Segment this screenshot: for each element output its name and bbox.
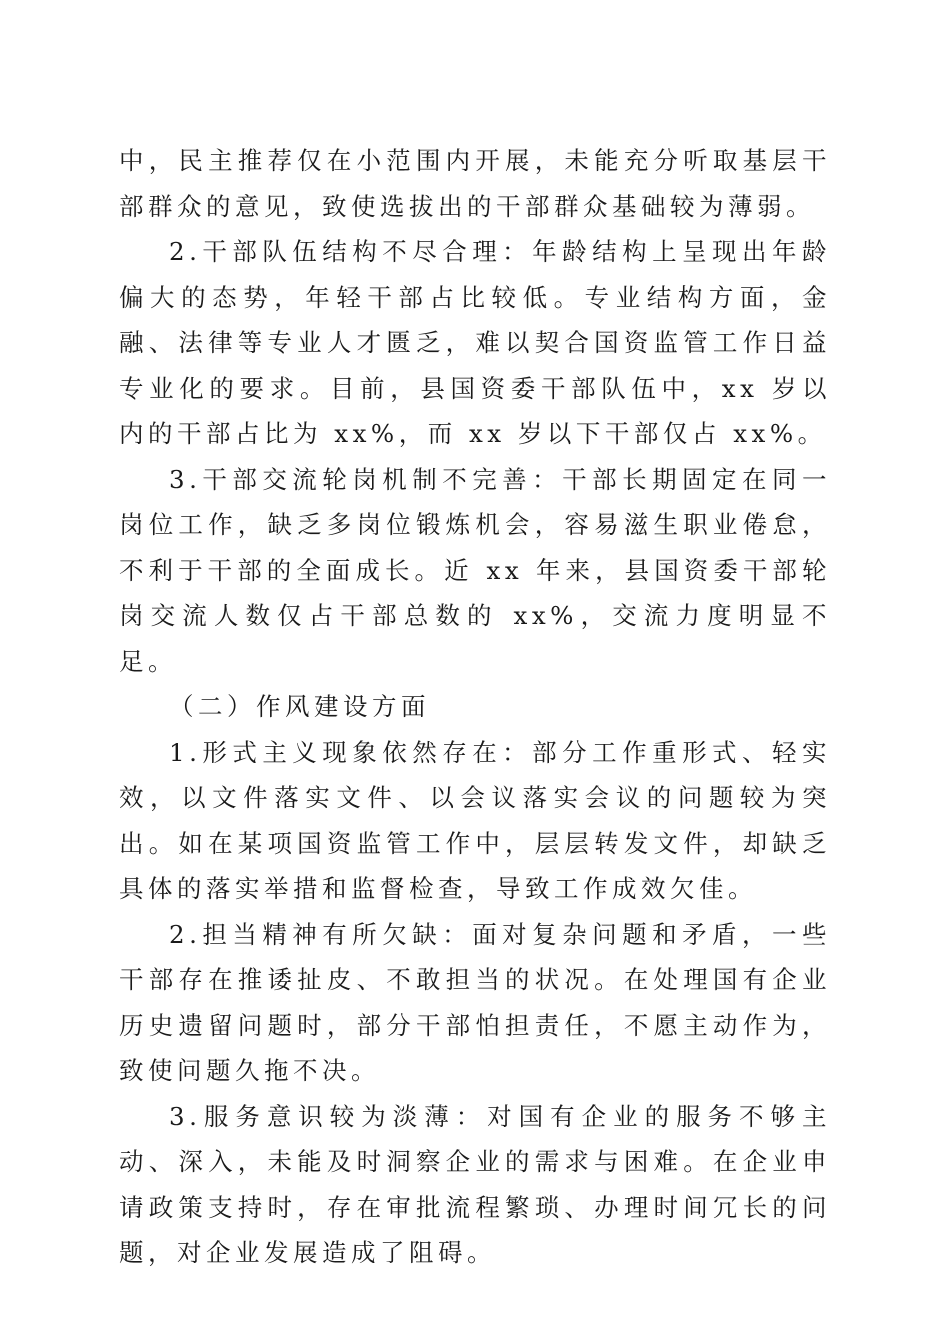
paragraph-cadre-structure: 2.干部队伍结构不尽合理：年龄结构上呈现出年龄偏大的态势，年轻干部占比较低。专业结构方面，金融、法律等专业人才匮乏，难以契合国资监管工作日益专业化的要求。目前，县国资委干部队伍中，xx 岁以内的干部占比为 xx%，而 xx 岁以下干部仅占 xx%。	[119, 237, 831, 448]
paragraph-responsibility: 2.担当精神有所欠缺：面对复杂问题和矛盾，一些干部存在推诿扯皮、不敢担当的状况。在处理国有企业历史遗留问题时，部分干部怕担责任，不愿主动作为，致使问题久拖不决。	[119, 919, 831, 1085]
paragraph-service-awareness: 3.服务意识较为淡薄：对国有企业的服务不够主动、深入，未能及时洞察企业的需求与困难。在企业申请政策支持时，存在审批流程繁琐、办理时间冗长的问题，对企业发展造成了阻碍。	[119, 1101, 831, 1267]
document-page	[119, 138, 831, 1276]
paragraph-continuation: 中，民主推荐仅在小范围内开展，未能充分听取基层干部群众的意见，致使选拔出的干部群众基础较为薄弱。	[119, 146, 831, 221]
paragraph-formalism: 1.形式主义现象依然存在：部分工作重形式、轻实效，以文件落实文件、以会议落实会议的问题较为突出。如在某项国资监管工作中，层层转发文件，却缺乏具体的落实举措和监督检查，导致工作成效欠佳。	[119, 737, 831, 903]
section-heading: （二）作风建设方面	[169, 692, 430, 721]
paragraph-cadre-rotation: 3.干部交流轮岗机制不完善：干部长期固定在同一岗位工作，缺乏多岗位锻炼机会，容易滋生职业倦怠，不利于干部的全面成长。近 xx 年来，县国资委干部轮岗交流人数仅占干部总数的 xx%，交流力度明显不足。	[119, 464, 831, 676]
